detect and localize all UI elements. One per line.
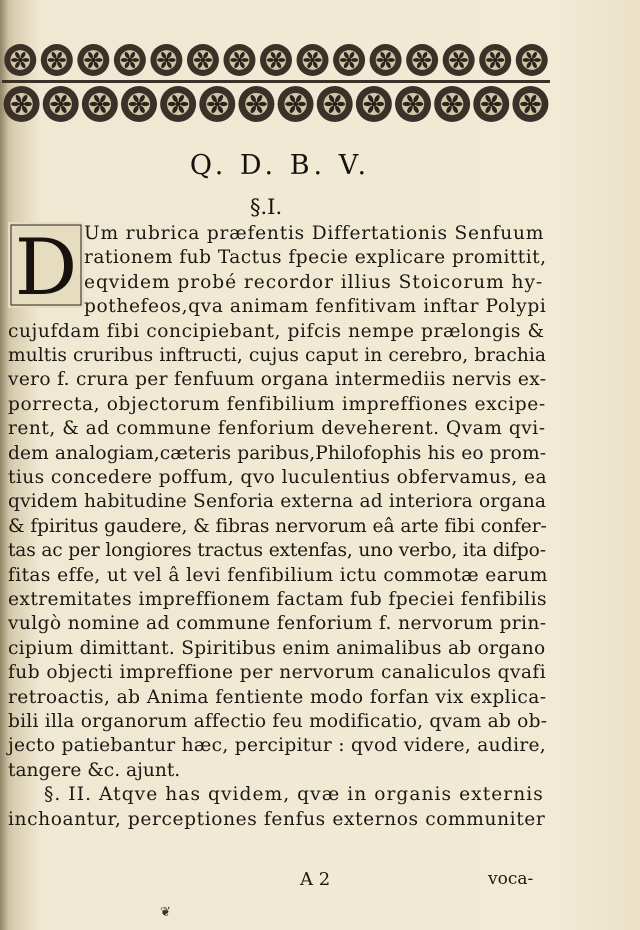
ornament-rosette (41, 44, 73, 76)
text-line: bili illa organorum affectio feu modificatio, qvam ab ob- (8, 711, 548, 732)
text-line: retroactis, ab Anima fentiente modo forfan vix explica- (8, 686, 547, 708)
ornament-rosette (238, 86, 274, 122)
ornament-rosette (43, 86, 79, 122)
dropcap-d (8, 222, 84, 308)
ornament-rosette (317, 86, 353, 122)
dropcap-letter: D (14, 223, 78, 308)
ornament-rosette (516, 44, 548, 76)
text-line: fitas effe, ut vel â levi fenfibilium ictu commotæ earum (8, 564, 548, 586)
ornament-rosette (512, 86, 548, 122)
ornament-rosette (223, 44, 255, 76)
text-line: vulgò nomine ad commune fenforium f. nervorum prin- (8, 613, 547, 635)
text-line: extremitates impreffionem factam fub fpeciei fenfibilis (8, 589, 547, 610)
ornament-rosette (187, 44, 219, 76)
page-spine-shadow (0, 0, 8, 930)
ornament-rosette (4, 44, 36, 76)
ornament-rosette (4, 86, 40, 122)
text-line: rationem fub Tactus fpecie explicare promittit, (84, 247, 547, 269)
ornament-rosette (406, 44, 438, 76)
text-line: qvidem habitudine Senforia externa ad interiora organa (8, 491, 547, 513)
text-line: vero f. crura per fenfuum organa intermediis nervis ex- (8, 369, 547, 391)
ornament-rosette (356, 86, 392, 122)
text-line: porrecta, objectorum fenfibilium impreffiones excipe- (8, 393, 546, 415)
ornament-rosette (160, 86, 196, 122)
ornament-rosette (82, 86, 118, 122)
text-line: tius concedere poffum, qvo luculentius obfervamus, ea (8, 467, 547, 488)
ornament-rosette (370, 44, 402, 76)
text-line: pothefeos,qva animam fenfitivam inftar Polypi (84, 296, 547, 318)
text-line: §. II. Atqve has qvidem, qvæ in organis externis (44, 784, 544, 806)
ornament-rosette (434, 86, 470, 122)
section-mark: §.I. (250, 195, 283, 219)
page-heading: Q. D. B. V. (189, 150, 371, 181)
ornament-rosette (479, 44, 511, 76)
signature-mark: A 2 (300, 869, 331, 890)
text-line: tangere &c. ajunt. (8, 759, 181, 781)
ornament-rosette (114, 44, 146, 76)
ornament-rosette (121, 86, 157, 122)
ornament-rosette (150, 44, 182, 76)
ornament-rosette (443, 44, 475, 76)
ornament-rosette (333, 44, 365, 76)
ornament-rosette (473, 86, 509, 122)
ornament-rosette (395, 86, 431, 122)
text-line: tas ac per longiores tractus extenfas, uno verbo, ita difpo- (8, 540, 546, 562)
ornament-rosette (260, 44, 292, 76)
catchword: voca- (488, 869, 534, 889)
ornament-rosette (278, 86, 314, 122)
ink-smudge: ❦ (160, 905, 171, 920)
text-line: cipium dimittant. Spiritibus enim animalibus ab organo (8, 637, 546, 659)
ornament-divider (2, 80, 550, 83)
ornament-rosette (297, 44, 329, 76)
text-line: Um rubrica præfentis Differtationis Senfuum (84, 223, 545, 244)
text-line: inchoantur, perceptiones fenfus externos communiter (8, 808, 546, 830)
ornamental-headpiece (2, 38, 550, 130)
ornament-rosette (199, 86, 235, 122)
text-line: rent, & ad commune fenforium deveherent. Qvam qvi- (8, 418, 546, 440)
text-line: fub objecti impreffione per nervorum canaliculos qvafi (8, 662, 547, 684)
text-line: multis cruribus inftructi, cujus caput in cerebro, brachia (8, 345, 547, 366)
ornament-rosette (77, 44, 109, 76)
text-line: dem analogiam,cæteris paribus,Philofophis his eo prom- (8, 442, 547, 464)
text-line: cujufdam fibi concipiebant, pifcis nempe prælongis & (8, 320, 545, 342)
text-line: eqvidem probé recordor illius Stoicorum hy- (84, 271, 544, 293)
text-line: jecto patiebantur hæc, percipitur : qvod videre, audire, (8, 735, 546, 757)
text-line: & fpiritus gaudere, & fibras nervorum eâ arte fibi confer- (8, 515, 547, 537)
